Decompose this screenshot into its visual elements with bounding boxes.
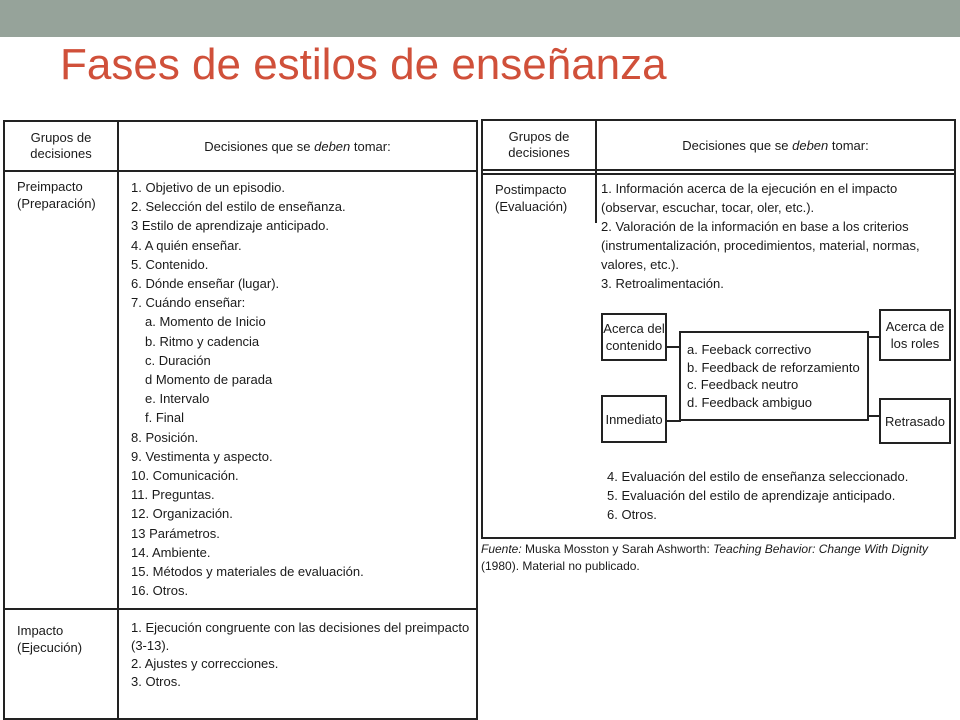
- header-emphasis: deben: [314, 138, 351, 154]
- header-groups-label: Grupos de decisiones: [5, 122, 119, 170]
- left-table-header: [5, 122, 476, 172]
- feedback-types-box: [679, 331, 869, 421]
- preimpacto-item-list: [131, 178, 470, 600]
- box-acerca-contenido: Acerca del contenido: [601, 313, 667, 361]
- list-item: 5. Contenido.: [131, 256, 209, 272]
- list-subitem: b. Ritmo y cadencia: [145, 333, 260, 349]
- postimpacto-later-items: [607, 467, 948, 524]
- list-item: 14. Ambiente.: [131, 544, 211, 560]
- list-item: 2. Valoración de la información en base a los criterios (instrumentalización, procedimientos, material, normas, valores, etc.).: [601, 219, 920, 272]
- postimpacto-label: Postimpacto: [495, 182, 567, 197]
- list-subitem: f. Final: [145, 410, 185, 426]
- list-item: 2. Ajustes y correcciones.: [131, 656, 279, 671]
- right-decisions-table: [481, 119, 956, 539]
- list-item: 16. Otros.: [131, 583, 189, 599]
- left-decisions-table: [3, 120, 478, 720]
- source-tail: (1980). Material no publicado.: [481, 559, 640, 573]
- impacto-label: Impacto: [17, 623, 64, 638]
- list-item: 6. Dónde enseñar (lugar).: [131, 276, 280, 292]
- preimpacto-phase: [17, 178, 96, 212]
- list-item: 4. Evaluación del estilo de enseñanza seleccionado.: [607, 469, 909, 484]
- slide-title: Fases de estilos de enseñanza: [60, 40, 667, 89]
- list-item: 8. Posición.: [131, 429, 199, 445]
- list-item: d. Feedback ambiguo: [687, 394, 813, 410]
- box-inmediato: Inmediato: [601, 395, 667, 443]
- list-item: 12. Organización.: [131, 506, 233, 522]
- list-item: 2. Selección del estilo de enseñanza.: [131, 199, 346, 215]
- preimpacto-label: Preimpacto: [17, 179, 83, 194]
- list-item: 1. Objetivo de un episodio.: [131, 180, 285, 195]
- impacto-sublabel: (Ejecución): [17, 640, 83, 655]
- list-item: 4. A quién enseñar.: [131, 237, 242, 253]
- list-item: 3 Estilo de aprendizaje anticipado.: [131, 218, 330, 234]
- list-item: 1. Ejecución congruente con las decisiones del preimpacto (3-13).: [131, 620, 470, 653]
- list-item: 9. Vestimenta y aspecto.: [131, 448, 273, 464]
- list-item: b. Feedback de reforzamiento: [687, 359, 860, 375]
- preimpacto-sublabel: (Preparación): [17, 196, 96, 211]
- list-subitem: e. Intervalo: [145, 391, 210, 407]
- header-decisions-label: [119, 122, 476, 170]
- list-subitem: c. Duración: [145, 352, 211, 368]
- header-suffix: tomar:: [353, 138, 391, 154]
- list-item: 6. Otros.: [607, 507, 657, 522]
- list-item: 15. Métodos y materiales de evaluación.: [131, 564, 364, 580]
- list-item: 10. Comunicación.: [131, 468, 239, 484]
- list-item: 7. Cuándo enseñar:: [131, 295, 246, 311]
- header-prefix: Decisiones que se: [204, 138, 311, 154]
- header-prefix: Decisiones que se: [682, 137, 789, 153]
- list-item: 1. Información acerca de la ejecución en el impacto (observar, escuchar, tocar, oler, etc.).: [601, 181, 898, 215]
- list-item: 5. Evaluación del estilo de aprendizaje anticipado.: [607, 488, 896, 503]
- list-item: 3. Retroalimentación.: [601, 276, 724, 291]
- source-book: Teaching Behavior: Change With Dignity: [713, 542, 929, 556]
- list-item: 11. Preguntas.: [131, 487, 215, 503]
- impacto-phase: [17, 622, 82, 656]
- source-authors: Muska Mosston y Sarah Ashworth:: [521, 542, 714, 556]
- left-column-divider: [117, 170, 119, 718]
- header-emphasis: deben: [792, 137, 829, 153]
- box-acerca-roles: Acerca de los roles: [879, 309, 951, 361]
- header-suffix: tomar:: [831, 137, 869, 153]
- list-item: 3. Otros.: [131, 674, 181, 689]
- list-subitem: a. Momento de Inicio: [145, 314, 266, 330]
- list-item: c. Feedback neutro: [687, 377, 799, 392]
- postimpacto-sublabel: (Evaluación): [495, 199, 568, 214]
- source-citation: [481, 541, 959, 575]
- top-accent-bar: [0, 0, 960, 37]
- source-label: Fuente:: [481, 542, 522, 556]
- left-row-separator: [5, 608, 476, 610]
- impacto-item-list: [131, 619, 470, 691]
- box-retrasado: Retrasado: [879, 398, 951, 444]
- list-subitem: d Momento de parada: [145, 372, 273, 388]
- list-item: 13 Parámetros.: [131, 525, 220, 541]
- list-item: a. Feeback correctivo: [687, 342, 812, 357]
- header-groups-label: Grupos de decisiones: [483, 121, 597, 169]
